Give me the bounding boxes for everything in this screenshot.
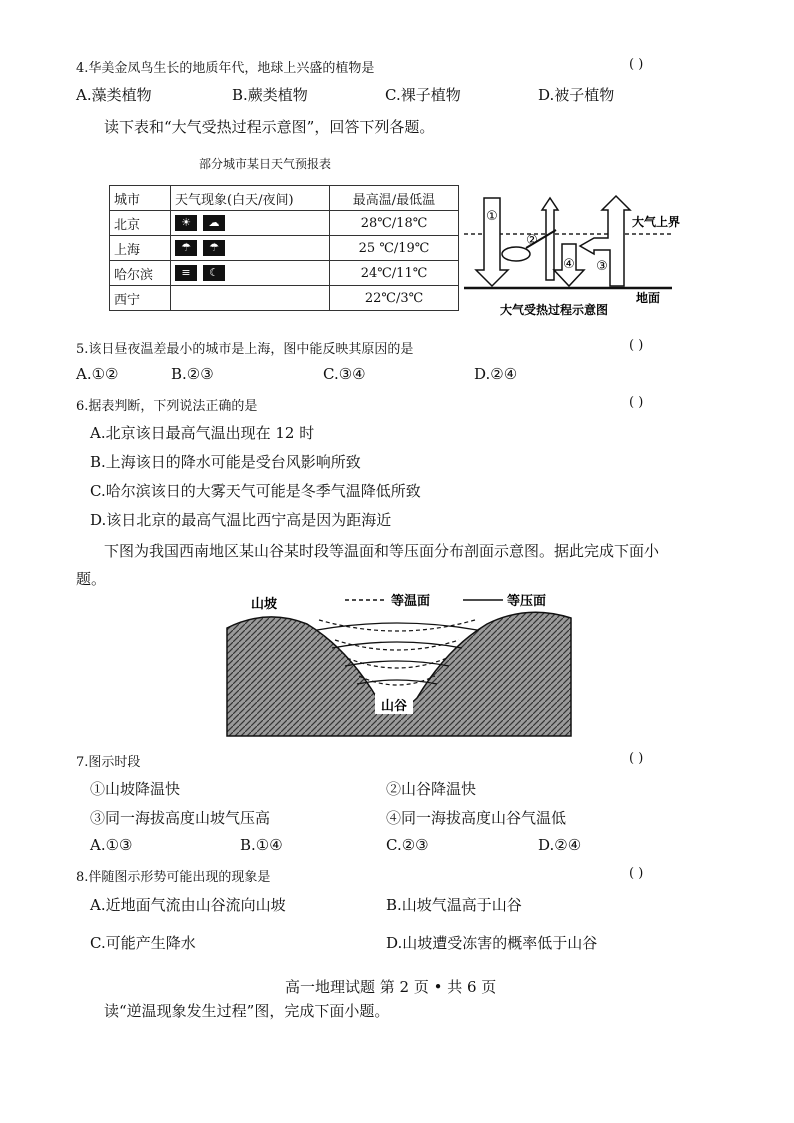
table-header-row	[110, 186, 459, 211]
table-row	[110, 211, 459, 236]
q8-stem: 8.伴随图示形势可能出现的现象是	[76, 870, 271, 885]
city-cell: 西宁	[110, 286, 171, 311]
ground-label: 地面	[636, 291, 661, 305]
city-cell: 哈尔滨	[110, 261, 171, 286]
q8-option-d: D.山坡遭受冻害的概率低于山谷	[386, 934, 598, 952]
temp-cell: 24℃/11℃	[330, 261, 459, 286]
upper-boundary-label: 大气上界	[632, 215, 681, 229]
table-title: 部分城市某日天气预报表	[199, 157, 332, 171]
sun-icon: ☀	[175, 215, 197, 231]
rain-icon: ☂	[175, 240, 197, 256]
temp-cell: 22℃/3℃	[330, 286, 459, 311]
q7-paren: ( )	[629, 751, 644, 766]
intro-valley-line1: 下图为我国西南地区某山谷某时段等温面和等压面分布剖面示意图。据此完成下面小	[104, 542, 660, 560]
cloudy-night-icon: ☁	[203, 215, 225, 231]
q4-option-c: C.裸子植物	[385, 86, 461, 104]
fog-icon: ≡	[175, 265, 197, 281]
header-temp: 最高温/最低温	[330, 186, 459, 211]
intro-inversion: 读“逆温现象发生过程”图，完成下面小题。	[104, 1002, 390, 1020]
rain-icon: ☂	[203, 240, 225, 256]
q5-stem: 5.该日昼夜温差最小的城市是上海，图中能反映其原因的是	[76, 342, 414, 357]
q4-stem: 4.华美金凤鸟生长的地质年代，地球上兴盛的植物是	[76, 61, 375, 76]
q8-paren: ( )	[629, 866, 644, 881]
arrow-up-shape	[542, 198, 558, 280]
temp-cell: 25 ℃/19℃	[330, 236, 459, 261]
q4-option-b: B.蕨类植物	[232, 86, 308, 104]
marker-3: ③	[596, 259, 608, 274]
city-cell: 北京	[110, 211, 171, 236]
cloud-icon	[502, 247, 530, 261]
legend-isotherm-label: 等温面	[391, 594, 431, 609]
marker-2: ②	[526, 233, 538, 248]
city-cell: 上海	[110, 236, 171, 261]
q4-paren: ( )	[629, 57, 644, 72]
terrain-shape	[227, 612, 571, 736]
q7-option-d: D.②④	[538, 836, 582, 854]
q6-stem: 6.据表判断，下列说法正确的是	[76, 399, 258, 414]
q6-option-a: A.北京该日最高气温出现在 12 时	[90, 424, 315, 442]
table-row	[110, 286, 459, 311]
q6-option-b: B.上海该日的降水可能是受台风影响所致	[90, 453, 361, 471]
q8-option-b: B.山坡气温高于山谷	[386, 896, 522, 914]
weather-table	[109, 185, 459, 311]
slope-label: 山坡	[251, 597, 278, 612]
q7-item-4: ④同一海拔高度山谷气温低	[386, 809, 567, 827]
q4-option-a: A.藻类植物	[76, 86, 152, 104]
q5-option-a: A.①②	[76, 365, 119, 383]
q7-stem: 7.图示时段	[76, 755, 141, 770]
q7-item-3: ③同一海拔高度山坡气压高	[90, 809, 271, 827]
q7-item-1: ①山坡降温快	[90, 780, 181, 798]
q7-option-b: B.①④	[240, 836, 283, 854]
marker-4: ④	[563, 257, 575, 272]
valley-label: 山谷	[380, 699, 408, 714]
intro-table: 读下表和“大气受热过程示意图”，回答下列各题。	[104, 118, 435, 136]
q5-paren: ( )	[629, 338, 644, 353]
q8-option-a: A.近地面气流由山谷流向山坡	[90, 896, 286, 914]
header-weather: 天气现象(白天/夜间)	[171, 186, 330, 211]
q4-option-d: D.被子植物	[538, 86, 615, 104]
header-city: 城市	[110, 186, 171, 211]
page-footer: 高一地理试题 第 2 页 • 共 6 页	[285, 978, 497, 996]
q6-option-c: C.哈尔滨该日的大雾天气可能是冬季气温降低所致	[90, 482, 421, 500]
legend-isobar-label: 等压面	[507, 594, 547, 609]
valley-isotherm-diagram	[227, 588, 571, 736]
q5-option-b: B.②③	[171, 365, 214, 383]
table-row	[110, 236, 459, 261]
q7-option-c: C.②③	[386, 836, 429, 854]
q5-option-c: C.③④	[323, 365, 366, 383]
marker-1: ①	[486, 209, 498, 224]
temp-cell: 28℃/18℃	[330, 211, 459, 236]
q7-option-a: A.①③	[90, 836, 133, 854]
diagram-caption: 大气受热过程示意图	[500, 303, 609, 317]
moon-icon: ☾	[203, 265, 225, 281]
q8-option-c: C.可能产生降水	[90, 934, 196, 952]
q6-option-d: D.该日北京的最高气温比西宁高是因为距海近	[90, 511, 392, 529]
intro-valley-line2: 题。	[76, 570, 107, 588]
table-row	[110, 261, 459, 286]
q7-item-2: ②山谷降温快	[386, 780, 477, 798]
atmosphere-heating-diagram	[464, 190, 681, 320]
q6-paren: ( )	[629, 395, 644, 410]
q5-option-d: D.②④	[474, 365, 518, 383]
